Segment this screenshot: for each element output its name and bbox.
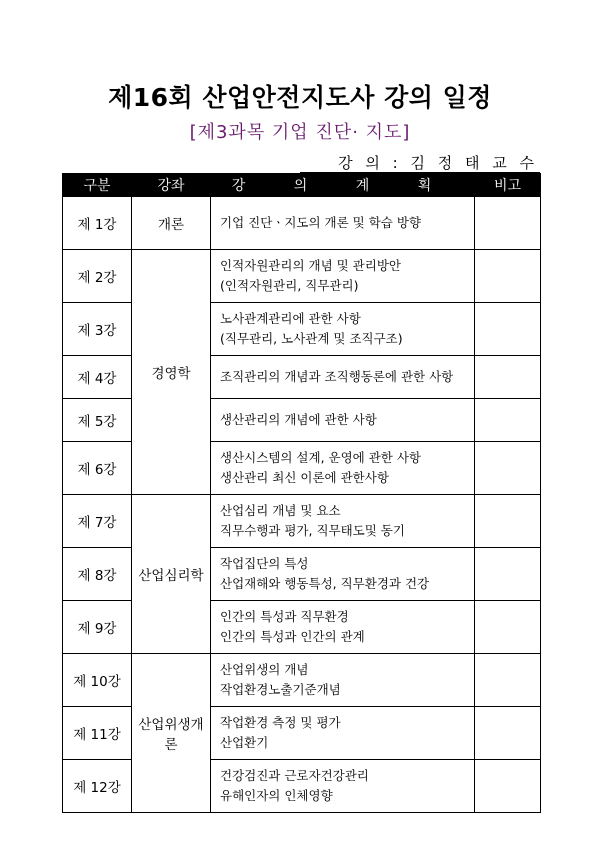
subject-cell: 산업심리학 — [132, 495, 211, 654]
remarks-cell — [475, 548, 541, 601]
lecture-number: 제 12강 — [63, 760, 132, 813]
content-cell — [211, 442, 475, 495]
content-line: 인간의 특성과 직무환경 — [220, 609, 349, 624]
header-subject: 강좌 — [132, 174, 211, 197]
table-header-row — [63, 174, 541, 197]
subject-cell: 산업위생개론 — [132, 654, 211, 813]
lecture-number: 제 5강 — [63, 399, 132, 442]
content-line: 인간의 특성과 인간의 관계 — [220, 629, 365, 644]
page-subtitle: [제3과목 기업 진단· 지도] — [189, 122, 411, 143]
lecture-number: 제 3강 — [63, 303, 132, 356]
content-line: 산업환기 — [220, 735, 269, 750]
remarks-cell — [475, 760, 541, 813]
lecturer-label: 강 의 : 김 정 태 교 수 — [338, 154, 538, 172]
table-row — [63, 250, 541, 303]
header-content-label: 강 의 계 획 — [231, 178, 454, 194]
content-line: 조직관리의 개념과 조직행동론에 관한 사항 — [220, 369, 454, 384]
subject-cell: 개론 — [132, 197, 211, 250]
content-line: 인적자원관리의 개념 및 관리방안 — [220, 258, 401, 273]
content-cell — [211, 356, 475, 399]
remarks-cell — [475, 654, 541, 707]
lecture-number: 제 4강 — [63, 356, 132, 399]
content-line: 작업환경노출기준개념 — [220, 682, 341, 697]
lecture-number: 제 8강 — [63, 548, 132, 601]
table-row — [63, 197, 541, 250]
table-row — [63, 654, 541, 707]
header-remarks: 비고 — [475, 174, 541, 197]
content-line: 생산시스템의 설계, 운영에 관한 사항 — [220, 450, 421, 465]
content-cell — [211, 495, 475, 548]
content-cell — [211, 303, 475, 356]
content-line: 산업위생의 개념 — [220, 662, 309, 677]
lecture-number: 제 9강 — [63, 601, 132, 654]
table-row — [63, 495, 541, 548]
content-line: (직무관리, 노사관계 및 조직구조) — [220, 331, 403, 346]
content-cell — [211, 548, 475, 601]
content-cell — [211, 399, 475, 442]
content-cell — [211, 654, 475, 707]
schedule-table — [62, 173, 541, 813]
content-cell — [211, 197, 475, 250]
remarks-cell — [475, 197, 541, 250]
remarks-cell — [475, 707, 541, 760]
lecture-number: 제 1강 — [63, 197, 132, 250]
content-cell — [211, 707, 475, 760]
lecture-number: 제 2강 — [63, 250, 132, 303]
page-title: 제16회 산업안전지도사 강의 일정 — [108, 83, 492, 112]
content-cell — [211, 760, 475, 813]
lecture-number: 제 7강 — [63, 495, 132, 548]
content-line: 작업환경 측정 및 평가 — [220, 715, 341, 730]
content-cell — [211, 601, 475, 654]
remarks-cell — [475, 601, 541, 654]
content-line: 작업집단의 특성 — [220, 556, 309, 571]
remarks-cell — [475, 399, 541, 442]
content-line: 직무수행과 평가, 직무태도및 동기 — [220, 523, 405, 538]
content-line: 건강검진과 근로자건강관리 — [220, 768, 369, 783]
lecture-number: 제 11강 — [63, 707, 132, 760]
content-line: (인적자원관리, 직무관리) — [220, 278, 359, 293]
content-cell — [211, 250, 475, 303]
remarks-cell — [475, 303, 541, 356]
remarks-cell — [475, 442, 541, 495]
remarks-cell — [475, 250, 541, 303]
header-content — [211, 174, 475, 197]
remarks-cell — [475, 356, 541, 399]
content-line: 유해인자의 인체영향 — [220, 788, 333, 803]
subject-cell: 경영학 — [132, 250, 211, 495]
content-line: 산업심리 개념 및 요소 — [220, 503, 341, 518]
remarks-cell — [475, 495, 541, 548]
content-line: 노사관계관리에 관한 사항 — [220, 311, 361, 326]
header-num: 구분 — [63, 174, 132, 197]
content-line: 생산관리의 개념에 관한 사항 — [220, 412, 377, 427]
content-line: 생산관리 최신 이론에 관한사항 — [220, 470, 389, 485]
lecture-number: 제 10강 — [63, 654, 132, 707]
content-line: 기업 진단ㆍ지도의 개론 및 학습 방향 — [220, 215, 421, 230]
content-line: 산업재해와 행동특성, 직무환경과 건강 — [220, 576, 430, 591]
lecture-number: 제 6강 — [63, 442, 132, 495]
